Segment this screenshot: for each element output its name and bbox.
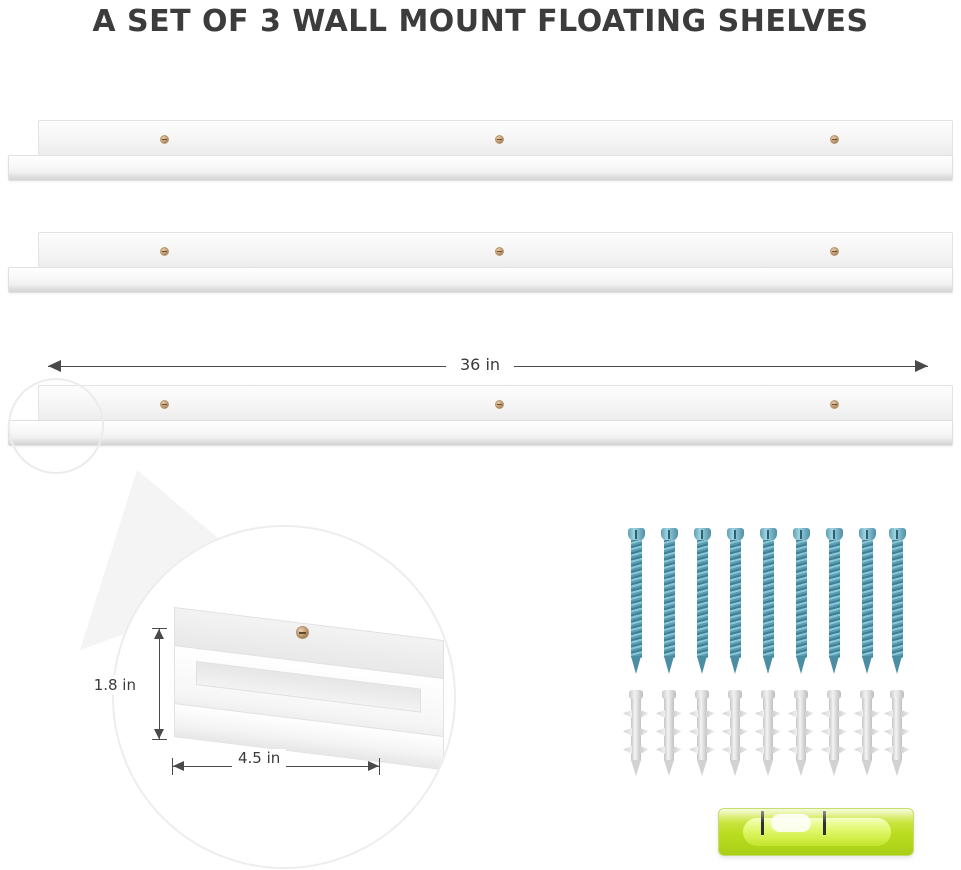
anchor-body: [697, 698, 707, 762]
anchor-fin: [706, 710, 715, 718]
anchor-body: [631, 698, 641, 762]
screw-tip: [763, 656, 773, 674]
anchor-fin: [772, 746, 781, 754]
screw-shaft: [763, 540, 774, 658]
anchor-fin: [788, 728, 797, 736]
anchor-body: [664, 698, 674, 762]
wall-anchor-icon: [824, 690, 844, 778]
screw-head-icon: [495, 135, 504, 144]
anchor-tip: [631, 760, 641, 776]
height-dimension-label: 1.8 in: [93, 676, 136, 694]
screw-icon: [760, 528, 777, 674]
anchor-fin: [623, 746, 632, 754]
page-title: A SET OF 3 WALL MOUNT FLOATING SHELVES: [92, 4, 869, 39]
screw-icon: [694, 528, 711, 674]
anchor-fin: [788, 710, 797, 718]
anchors-group: [628, 690, 906, 782]
depth-dimension-label: 4.5 in: [232, 749, 286, 767]
shelf-front-lip: [8, 420, 953, 446]
shelf-bottom: [8, 385, 953, 447]
depth-dimension: [172, 749, 380, 777]
anchor-fin: [689, 746, 698, 754]
arrow-down-icon: [154, 729, 164, 739]
wall-anchor-icon: [758, 690, 778, 778]
shelf-front-lip: [8, 155, 953, 181]
screw-tip: [730, 656, 740, 674]
anchor-fin: [884, 710, 893, 718]
screw-tip: [829, 656, 839, 674]
anchor-fin: [755, 710, 764, 718]
anchor-body: [829, 698, 839, 762]
anchor-body: [862, 698, 872, 762]
anchor-fin: [821, 710, 830, 718]
arrow-up-icon: [154, 629, 164, 639]
screw-icon: [793, 528, 810, 674]
screw-head-icon: [830, 400, 839, 409]
screw-tip: [664, 656, 674, 674]
screw-shaft: [664, 540, 675, 658]
screw-head-icon: [160, 135, 169, 144]
shelf-front-lip: [8, 267, 953, 293]
screw-shaft: [796, 540, 807, 658]
anchor-fin: [884, 746, 893, 754]
screw-head-icon: [830, 247, 839, 256]
wall-anchor-icon: [692, 690, 712, 778]
shelf-middle: [8, 232, 953, 294]
anchor-tip: [697, 760, 707, 776]
screw-icon: [727, 528, 744, 674]
anchor-fin: [901, 746, 910, 754]
wall-anchor-icon: [887, 690, 907, 778]
anchor-fin: [722, 746, 731, 754]
anchor-fin: [772, 710, 781, 718]
wall-anchor-icon: [791, 690, 811, 778]
anchor-fin: [689, 710, 698, 718]
anchor-fin: [673, 710, 682, 718]
screw-shaft: [631, 540, 642, 658]
anchor-fin: [805, 710, 814, 718]
wall-anchor-icon: [659, 690, 679, 778]
anchor-fin: [656, 728, 665, 736]
anchor-fin: [656, 746, 665, 754]
screw-icon: [826, 528, 843, 674]
screw-icon: [859, 528, 876, 674]
anchor-fin: [901, 728, 910, 736]
anchor-fin: [854, 728, 863, 736]
screw-head-icon: [160, 400, 169, 409]
screw-icon: [889, 528, 906, 674]
length-dimension: [48, 355, 928, 377]
screw-tip: [631, 656, 641, 674]
wall-anchor-icon: [725, 690, 745, 778]
screw-head-icon: [495, 247, 504, 256]
screw-head-icon: [160, 247, 169, 256]
shelf-top: [8, 120, 953, 182]
anchor-fin: [821, 746, 830, 754]
screw-shaft: [862, 540, 873, 658]
anchor-fin: [706, 746, 715, 754]
anchor-fin: [689, 728, 698, 736]
anchor-fin: [706, 728, 715, 736]
anchor-fin: [871, 746, 880, 754]
screw-head-icon: [830, 135, 839, 144]
anchor-body: [892, 698, 902, 762]
wall-anchor-icon: [626, 690, 646, 778]
screw-icon: [661, 528, 678, 674]
anchor-fin: [755, 728, 764, 736]
anchor-fin: [805, 746, 814, 754]
wall-anchor-icon: [857, 690, 877, 778]
anchor-fin: [673, 728, 682, 736]
screw-shaft: [697, 540, 708, 658]
length-dimension-label: 36 in: [446, 355, 514, 374]
screw-icon: [628, 528, 645, 674]
shelf-profile-detail: [174, 607, 444, 742]
height-dimension: [152, 628, 166, 740]
screw-shaft: [730, 540, 741, 658]
bubble-level: [718, 808, 914, 856]
screw-head-icon: [495, 400, 504, 409]
anchor-fin: [854, 746, 863, 754]
screw-shaft: [892, 540, 903, 658]
anchor-tip: [829, 760, 839, 776]
anchor-body: [763, 698, 773, 762]
screw-tip: [862, 656, 872, 674]
anchor-fin: [656, 710, 665, 718]
anchor-fin: [640, 746, 649, 754]
screws-group: [628, 528, 906, 678]
anchor-fin: [838, 710, 847, 718]
screw-tip: [892, 656, 902, 674]
anchor-fin: [871, 710, 880, 718]
anchor-tip: [862, 760, 872, 776]
screw-tip: [796, 656, 806, 674]
anchor-fin: [739, 746, 748, 754]
anchor-fin: [884, 728, 893, 736]
anchor-fin: [805, 728, 814, 736]
arrow-right-icon: [368, 761, 379, 771]
anchor-fin: [739, 728, 748, 736]
anchor-fin: [854, 710, 863, 718]
anchor-fin: [871, 728, 880, 736]
anchor-fin: [673, 746, 682, 754]
anchor-fin: [772, 728, 781, 736]
anchor-fin: [623, 710, 632, 718]
anchor-fin: [739, 710, 748, 718]
anchor-tip: [664, 760, 674, 776]
arrow-right-icon: [915, 360, 928, 372]
level-glass-highlight: [719, 809, 914, 823]
anchor-fin: [838, 746, 847, 754]
anchor-body: [730, 698, 740, 762]
anchor-tip: [730, 760, 740, 776]
screw-shaft: [829, 540, 840, 658]
anchor-fin: [722, 728, 731, 736]
anchor-fin: [821, 728, 830, 736]
dimension-line: [159, 628, 160, 740]
anchor-fin: [755, 746, 764, 754]
anchor-fin: [901, 710, 910, 718]
screw-head-icon: [296, 626, 309, 639]
anchor-body: [796, 698, 806, 762]
anchor-tip: [796, 760, 806, 776]
anchor-tip: [763, 760, 773, 776]
screw-tip: [697, 656, 707, 674]
callout-source-circle: [8, 378, 104, 474]
anchor-fin: [722, 710, 731, 718]
anchor-fin: [788, 746, 797, 754]
anchor-fin: [640, 728, 649, 736]
anchor-fin: [623, 728, 632, 736]
anchor-tip: [892, 760, 902, 776]
anchor-fin: [838, 728, 847, 736]
arrow-left-icon: [48, 360, 61, 372]
anchor-fin: [640, 710, 649, 718]
arrow-left-icon: [173, 761, 184, 771]
